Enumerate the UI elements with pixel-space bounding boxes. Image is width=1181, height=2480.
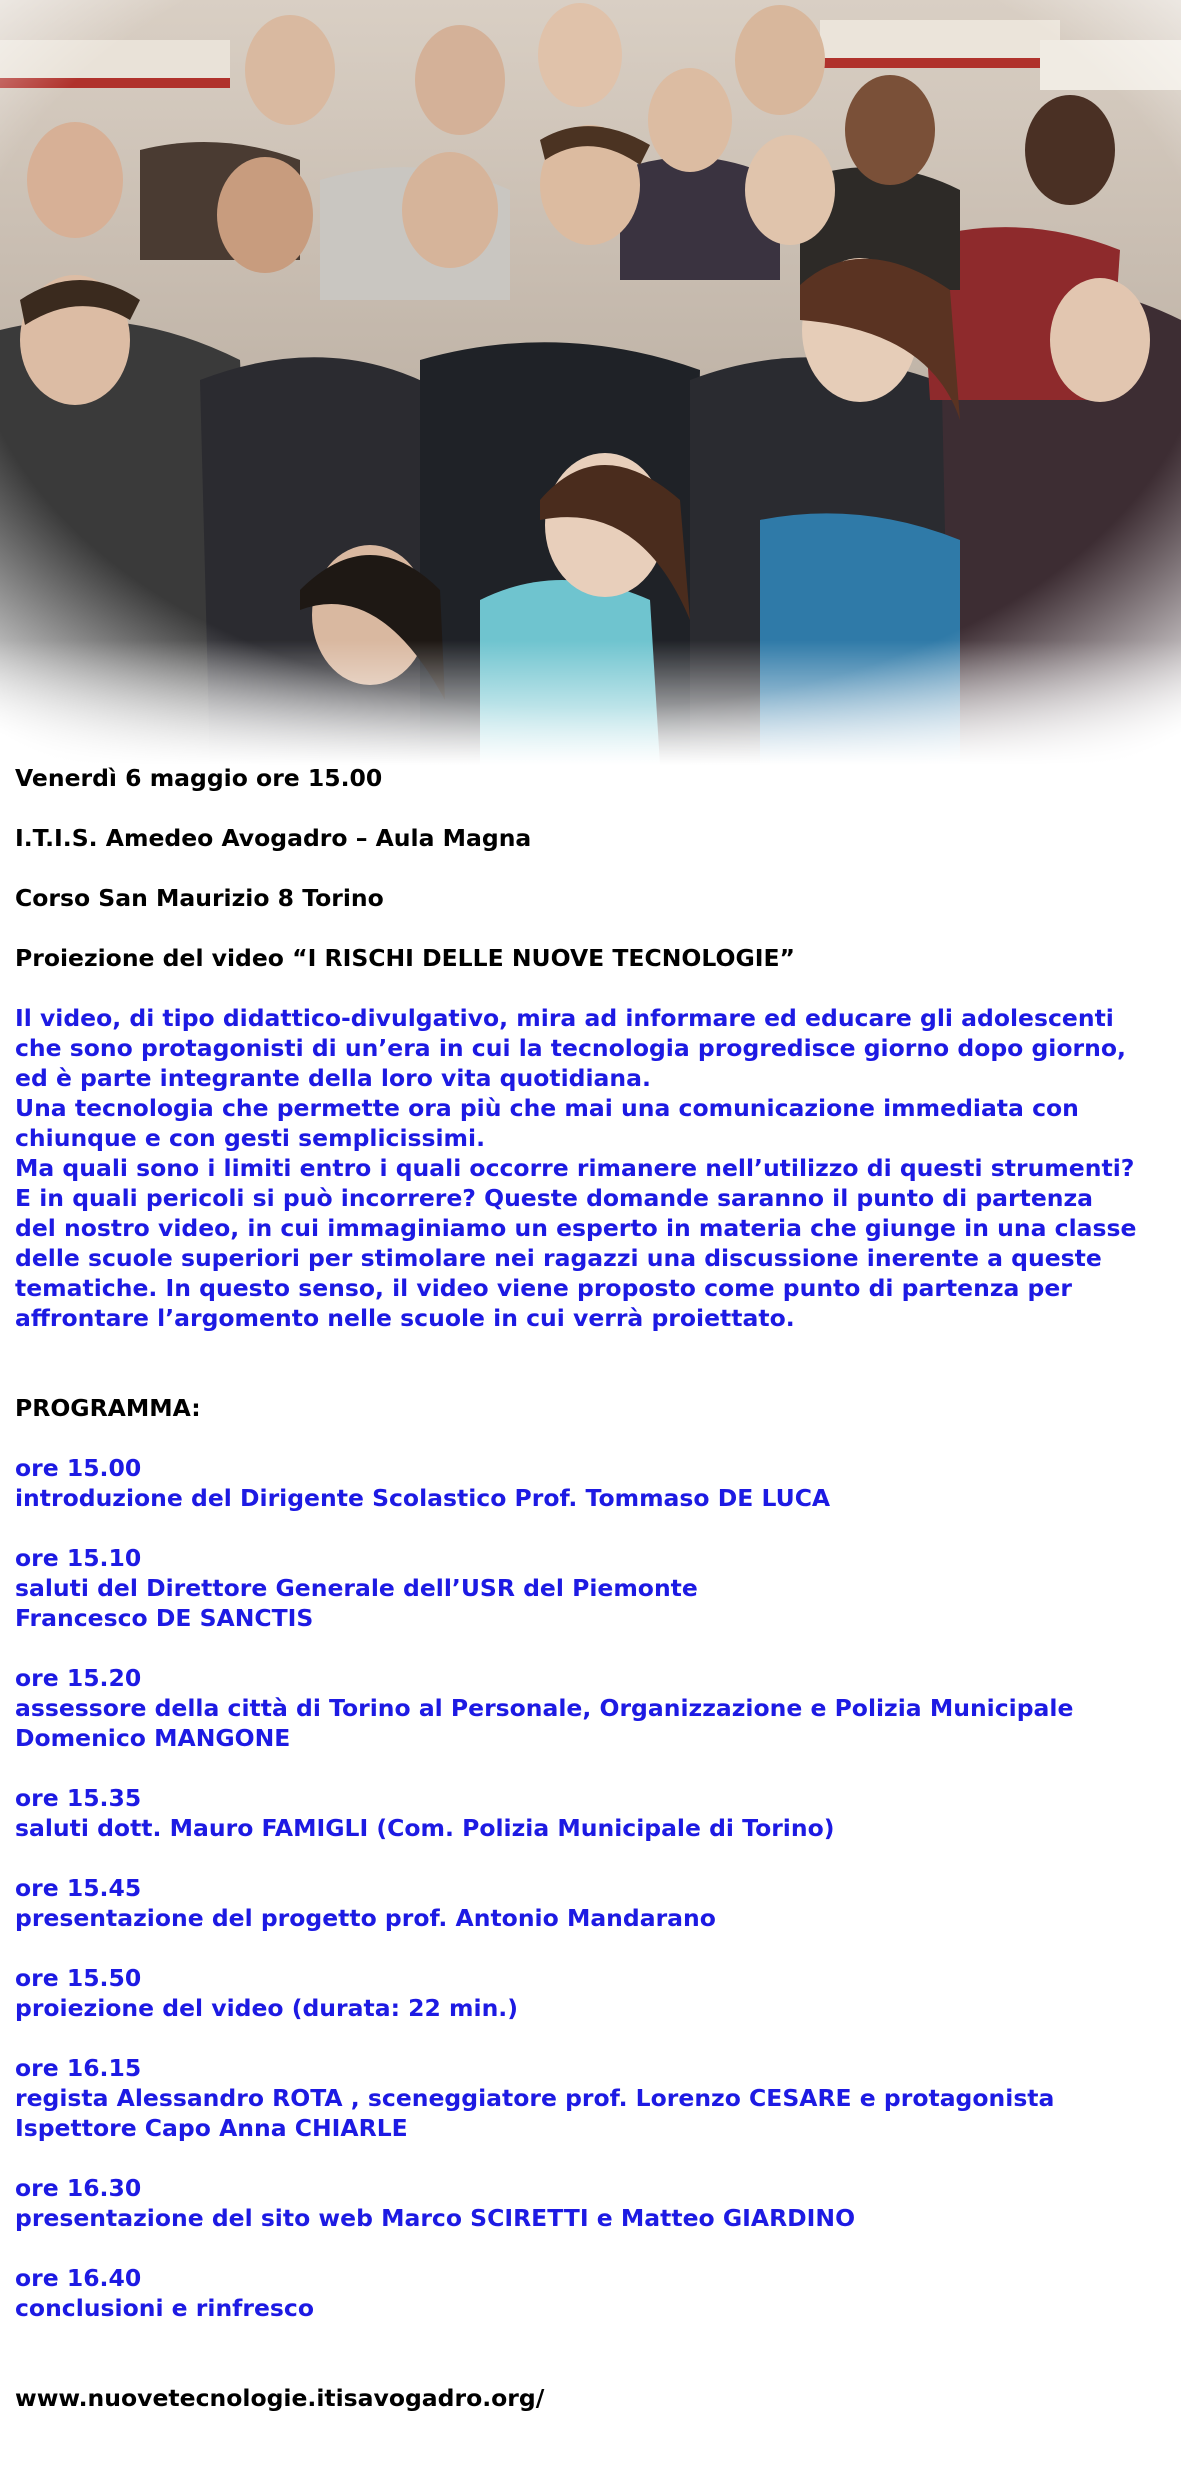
group-photo-illustration bbox=[0, 0, 1181, 765]
description-line: tematiche. In questo senso, il video viene proposto come punto di partenza per bbox=[15, 1274, 1072, 1302]
programme-description: proiezione del video (durata: 22 min.) bbox=[15, 1994, 518, 2022]
description-line: Una tecnologia che permette ora più che mai una comunicazione immediata con bbox=[15, 1094, 1079, 1122]
description-line: chiunque e con gesti semplicissimi. bbox=[15, 1124, 485, 1152]
programme-description: Ispettore Capo Anna CHIARLE bbox=[15, 2114, 408, 2142]
description-line: ed è parte integrante della loro vita quotidiana. bbox=[15, 1064, 651, 1092]
programme-item bbox=[15, 2263, 1175, 2323]
programme-description: assessore della città di Torino al Personale, Organizzazione e Polizia Municipale bbox=[15, 1694, 1074, 1722]
programme-description: regista Alessandro ROTA , sceneggiatore prof. Lorenzo CESARE e protagonista bbox=[15, 2084, 1055, 2112]
programme-time: ore 15.10 bbox=[15, 1544, 142, 1572]
programme-description: saluti del Direttore Generale dell’USR del Piemonte bbox=[15, 1574, 698, 1602]
programme-heading: PROGRAMMA: bbox=[15, 1394, 201, 1422]
event-title: Proiezione del video “I RISCHI DELLE NUOVE TECNOLOGIE” bbox=[15, 944, 795, 972]
description-line: E in quali pericoli si può incorrere? Queste domande saranno il punto di partenza bbox=[15, 1184, 1094, 1212]
programme-item bbox=[15, 1543, 1175, 1633]
description-line: delle scuole superiori per stimolare nei ragazzi una discussione inerente a queste bbox=[15, 1244, 1102, 1272]
programme-time: ore 15.45 bbox=[15, 1874, 142, 1902]
description-line: che sono protagonisti di un’era in cui la tecnologia progredisce giorno dopo giorno, bbox=[15, 1034, 1126, 1062]
description-paragraph bbox=[15, 1003, 1175, 1333]
description-line: Ma quali sono i limiti entro i quali occorre rimanere nell’utilizzo di questi strumenti? bbox=[15, 1154, 1135, 1182]
programme-time: ore 15.35 bbox=[15, 1784, 142, 1812]
website-link[interactable]: www.nuovetecnologie.itisavogadro.org/ bbox=[15, 2384, 545, 2412]
hero-photo bbox=[0, 0, 1181, 765]
programme-item bbox=[15, 2173, 1175, 2233]
programme-item bbox=[15, 1663, 1175, 1753]
programme-time: ore 16.30 bbox=[15, 2174, 142, 2202]
description-line: Il video, di tipo didattico-divulgativo, mira ad informare ed educare gli adolescenti bbox=[15, 1004, 1114, 1032]
programme-time: ore 16.15 bbox=[15, 2054, 142, 2082]
event-address: Corso San Maurizio 8 Torino bbox=[15, 884, 384, 912]
programme-time: ore 15.20 bbox=[15, 1664, 142, 1692]
programme-description: saluti dott. Mauro FAMIGLI (Com. Polizia Municipale di Torino) bbox=[15, 1814, 835, 1842]
programme-item bbox=[15, 1453, 1175, 1513]
programme-item bbox=[15, 1783, 1175, 1843]
event-venue: I.T.I.S. Amedeo Avogadro – Aula Magna bbox=[15, 824, 532, 852]
programme-description: Francesco DE SANCTIS bbox=[15, 1604, 314, 1632]
programme-time: ore 16.40 bbox=[15, 2264, 142, 2292]
programme-description: conclusioni e rinfresco bbox=[15, 2294, 314, 2322]
programme-description: presentazione del sito web Marco SCIRETTI e Matteo GIARDINO bbox=[15, 2204, 856, 2232]
programme-description: presentazione del progetto prof. Antonio Mandarano bbox=[15, 1904, 716, 1932]
event-date: Venerdì 6 maggio ore 15.00 bbox=[15, 764, 383, 792]
description-line: affrontare l’argomento nelle scuole in cui verrà proiettato. bbox=[15, 1304, 795, 1332]
programme-item bbox=[15, 1963, 1175, 2023]
programme-item bbox=[15, 1873, 1175, 1933]
programme-time: ore 15.50 bbox=[15, 1964, 142, 1992]
programme-item bbox=[15, 2053, 1175, 2143]
programme-description: Domenico MANGONE bbox=[15, 1724, 291, 1752]
description-line: del nostro video, in cui immaginiamo un esperto in materia che giunge in una classe bbox=[15, 1214, 1137, 1242]
programme-description: introduzione del Dirigente Scolastico Prof. Tommaso DE LUCA bbox=[15, 1484, 831, 1512]
programme-time: ore 15.00 bbox=[15, 1454, 142, 1482]
programme-list bbox=[15, 1453, 1175, 2323]
event-flyer-text bbox=[15, 763, 1175, 2413]
